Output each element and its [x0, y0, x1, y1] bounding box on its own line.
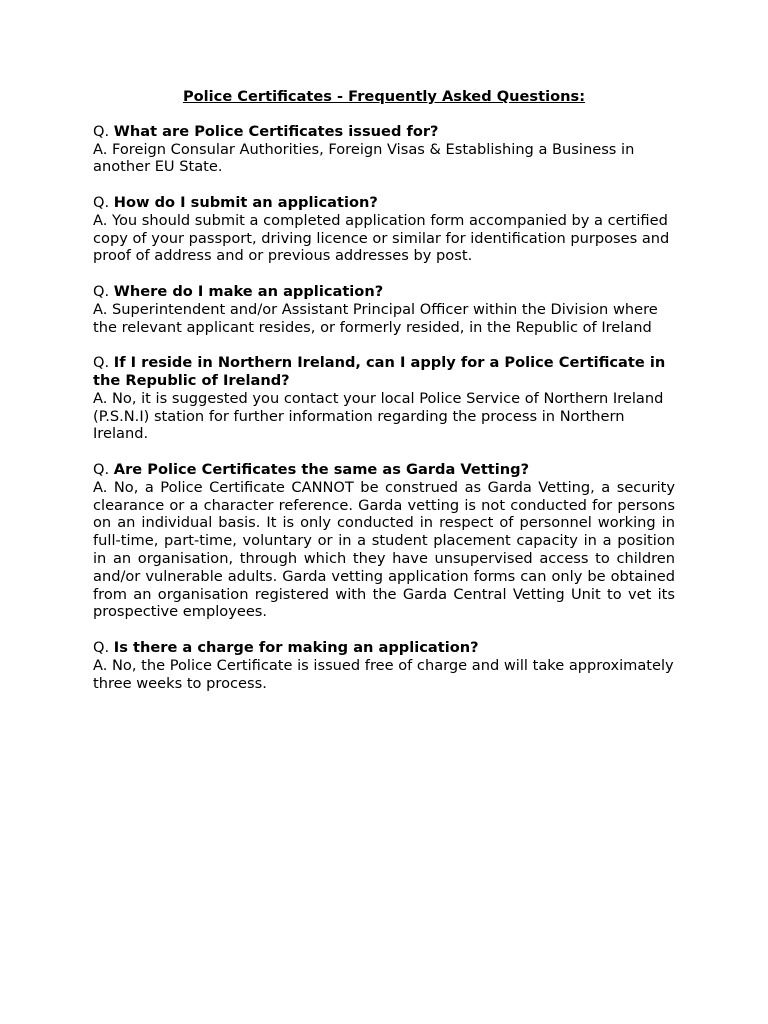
- faq-question: [93, 194, 675, 212]
- question-prefix: Q.: [93, 193, 110, 211]
- faq-item-submit: [93, 194, 675, 265]
- faq-answer: A. Superintendent and/or Assistant Principal Officer within the Division where the relevant applicant resides, or formerly resided, in the Republic of Ireland: [93, 300, 658, 336]
- faq-answer: A. No, it is suggested you contact your local Police Service of Northern Ireland (P.S.N.I) station for further information regarding the process in Northern Ireland.: [93, 389, 664, 443]
- faq-answer: A. No, a Police Certificate CANNOT be construed as Garda Vetting, a security clearance or a character reference. Garda vetting is not conducted for persons on an individual basis. It is only conducted in respect of personnel working in full-time, part-time, voluntary or in a student placement capacity in a position in an organisation, through which they have unsupervised access to children and/or vulnerable adults. Garda vetting application forms can only be obtained from an organisation registered with the Garda Central Vetting Unit to vet its prospective employees.: [93, 478, 675, 621]
- faq-question: [93, 123, 675, 141]
- faq-question: [93, 283, 675, 301]
- faq-question: [93, 354, 675, 390]
- faq-answer: A. No, the Police Certificate is issued free of charge and will take approximately three weeks to process.: [93, 656, 674, 692]
- faq-answer: A. Foreign Consular Authorities, Foreign Visas & Establishing a Business in another EU State.: [93, 140, 635, 176]
- faq-answer: A. You should submit a completed application form accompanied by a certified copy of your passport, driving licence or similar for identification purposes and proof of address and or previous addresses by post.: [93, 211, 670, 265]
- question-text: What are Police Certificates issued for?: [113, 122, 439, 140]
- question-prefix: Q.: [93, 122, 110, 140]
- page-title: Police Certificates - Frequently Asked Questions:: [182, 88, 586, 105]
- question-text: Where do I make an application?: [113, 282, 384, 300]
- question-prefix: Q.: [93, 638, 110, 656]
- question-text: How do I submit an application?: [113, 193, 378, 211]
- faq-item-northern-ireland: [93, 354, 675, 443]
- faq-item-garda-vetting: [93, 461, 675, 621]
- faq-question: [93, 639, 675, 657]
- question-text: If I reside in Northern Ireland, can I apply for a Police Certificate in the Republic of Ireland?: [93, 354, 666, 389]
- faq-item-where: [93, 283, 675, 336]
- question-prefix: Q.: [93, 354, 110, 372]
- question-text: Are Police Certificates the same as Garda Vetting?: [113, 460, 530, 478]
- faq-question: [93, 461, 675, 479]
- document-page: [93, 88, 675, 710]
- faq-item-purpose: [93, 123, 675, 176]
- faq-item-charge: [93, 639, 675, 692]
- question-prefix: Q.: [93, 282, 110, 300]
- question-text: Is there a charge for making an application?: [113, 638, 479, 656]
- question-prefix: Q.: [93, 460, 110, 478]
